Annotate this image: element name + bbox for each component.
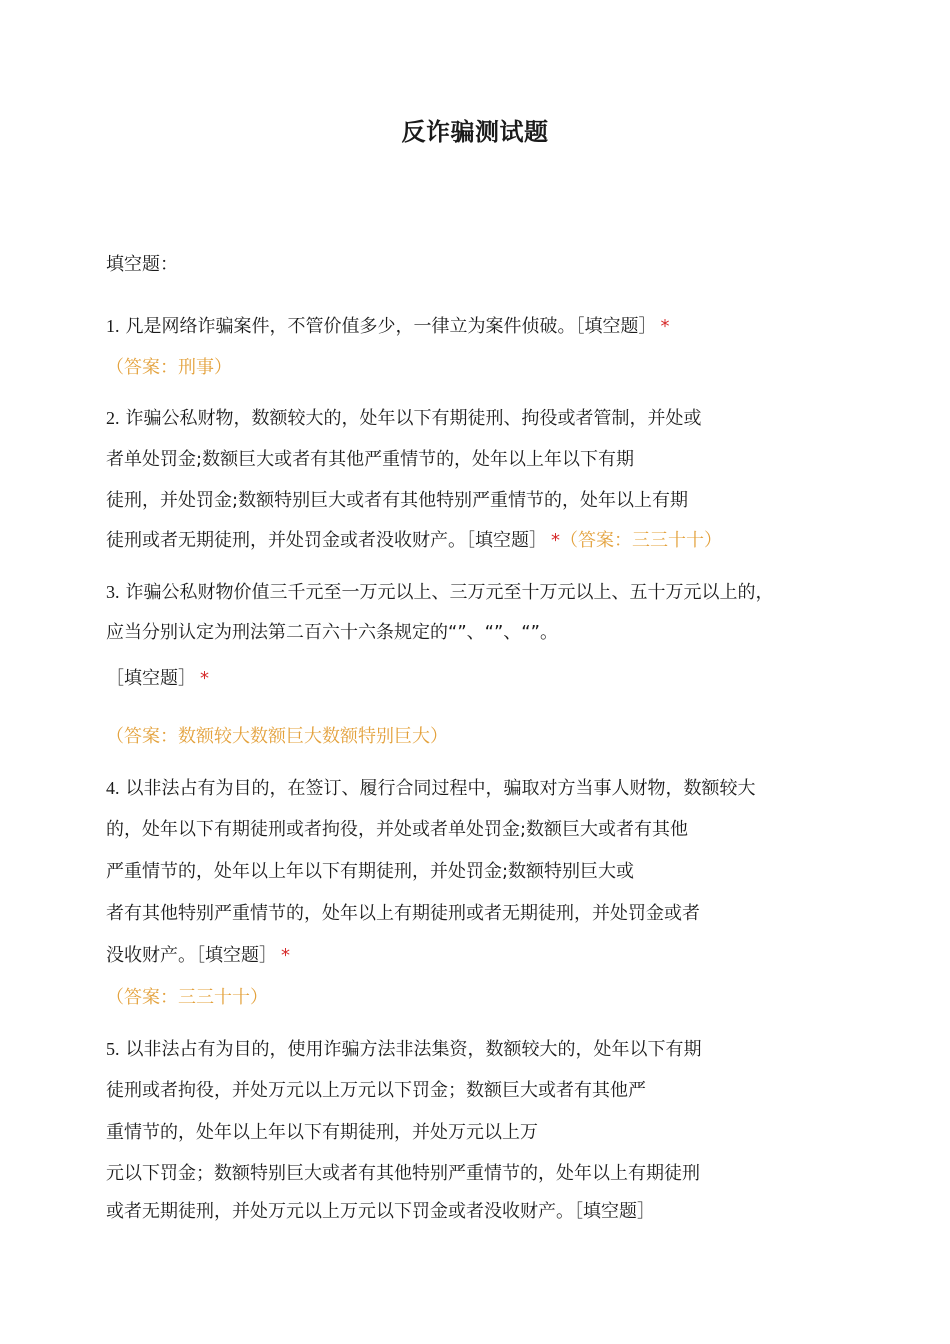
page-title: 反诈骗测试题 <box>401 118 549 146</box>
question-4-line-1 <box>106 775 756 802</box>
question-3-tag-line <box>106 666 209 692</box>
question-text: 徒刑或者无期徒刑，并处罚金或者没收财产。 <box>106 530 466 551</box>
question-4-line-4: 者有其他特别严重情节的，处年以上有期徒刑或者无期徒刑，并处罚金或者 <box>106 903 700 924</box>
question-text: 或者无期徒刑，并处万元以上万元以下罚金或者没收财产。 <box>106 1201 574 1222</box>
question-4-line-3: 严重情节的，处年以上年以下有期徒刑，并处罚金;数额特别巨大或 <box>106 861 635 882</box>
question-5-line-3: 重情节的，处年以上年以下有期徒刑，并处万元以上万 <box>106 1122 538 1143</box>
question-number: 5. <box>106 1039 120 1059</box>
question-2-line-1 <box>106 405 702 432</box>
question-5-line-1 <box>106 1036 702 1063</box>
question-1-line-1 <box>106 313 670 340</box>
question-2-answer: （答案：三三十十） <box>560 530 722 551</box>
question-4-line-5 <box>106 943 290 969</box>
required-star: * <box>660 316 670 337</box>
question-text: 凡是网络诈骗案件，不管价值多少，一律立为案件侦破。 <box>125 316 576 337</box>
question-2-line-2: 者单处罚金;数额巨大或者有其他严重情节的，处年以上年以下有期 <box>106 449 635 470</box>
question-text: 以非法占有为目的，使用诈骗方法非法集资，数额较大的，处年以下有期 <box>125 1039 702 1060</box>
question-type-tag: ［填空题］ <box>574 1201 655 1222</box>
question-type-tag: ［填空题］ <box>466 530 547 551</box>
required-star: * <box>551 530 560 551</box>
question-type-tag: ［填空题］ <box>196 945 277 966</box>
question-4-line-2: 的，处年以下有期徒刑或者拘役，并处或者单处罚金;数额巨大或者有其他 <box>106 819 689 840</box>
required-star: * <box>281 945 290 966</box>
question-5-line-2: 徒刑或者拘役，并处万元以上万元以下罚金；数额巨大或者有其他严 <box>106 1080 646 1101</box>
question-number: 2. <box>106 408 120 428</box>
question-4-answer: （答案：三三十十） <box>106 987 268 1008</box>
question-2-line-4 <box>106 528 722 554</box>
question-text: 没收财产。 <box>106 945 196 966</box>
question-5-line-5 <box>106 1199 655 1225</box>
question-text: 诈骗公私财物价值三千元至一万元以上、三万元至十万元以上、五十万元以上的， <box>125 582 774 603</box>
required-star: * <box>200 668 209 689</box>
question-number: 3. <box>106 582 120 602</box>
question-3-line-1 <box>106 579 774 606</box>
question-3-answer: （答案：数额较大数额巨大数额特别巨大） <box>106 726 448 747</box>
question-text: 诈骗公私财物，数额较大的，处年以下有期徒刑、拘役或者管制，并处或 <box>125 408 702 429</box>
question-type-tag: ［填空题］ <box>575 316 657 337</box>
question-5-line-4: 元以下罚金；数额特别巨大或者有其他特别严重情节的，处年以上有期徒刑 <box>106 1163 700 1184</box>
section-label: 填空题： <box>106 254 178 275</box>
question-1-answer: （答案：刑事） <box>106 357 232 378</box>
question-type-tag: ［填空题］ <box>106 668 196 689</box>
question-2-line-3: 徒刑，并处罚金;数额特别巨大或者有其他特别严重情节的，处年以上有期 <box>106 490 689 511</box>
question-number: 1. <box>106 316 120 336</box>
question-text: 以非法占有为目的，在签订、履行合同过程中，骗取对方当事人财物，数额较大 <box>125 778 756 799</box>
question-number: 4. <box>106 778 120 798</box>
question-3-line-2: 应当分别认定为刑法第二百六十六条规定的“”、“”、“”。 <box>106 622 558 643</box>
